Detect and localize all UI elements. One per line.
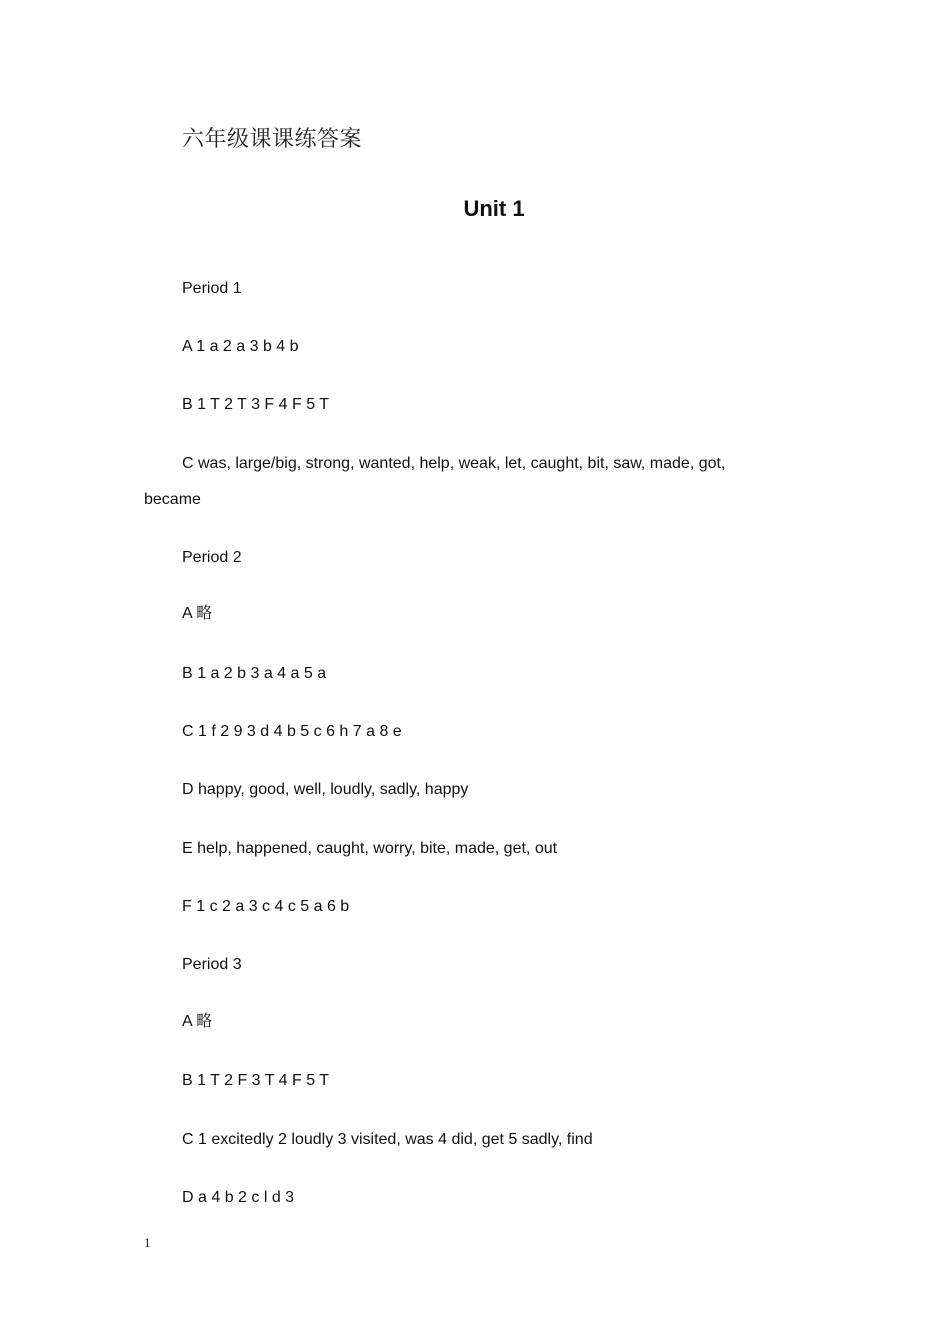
- answer-line: A 略: [182, 1013, 213, 1030]
- answer-line: B 1 T 2 T 3 F 4 F 5 T: [182, 396, 330, 413]
- answer-line: E help, happened, caught, worry, bite, made, get, out: [182, 840, 558, 857]
- answer-line: F 1 c 2 a 3 c 4 c 5 a 6 b: [182, 898, 350, 915]
- page-number: 1: [144, 1235, 151, 1250]
- document-title: 六年级课课练答案: [182, 127, 363, 152]
- answer-line: C 1 excitedly 2 loudly 3 visited, was 4 did, get 5 sadly, find: [182, 1131, 593, 1148]
- answer-line: D happy, good, well, loudly, sadly, happy: [182, 781, 469, 798]
- answer-line: A 1 a 2 a 3 b 4 b: [182, 338, 299, 355]
- period-heading: Period 1: [182, 280, 242, 297]
- unit-heading: Unit 1: [463, 196, 525, 221]
- period-heading: Period 2: [182, 549, 242, 566]
- answer-line: D a 4 b 2 c l d 3: [182, 1189, 295, 1206]
- answer-line: B 1 T 2 F 3 T 4 F 5 T: [182, 1072, 330, 1089]
- period-heading: Period 3: [182, 956, 242, 973]
- answer-line: C 1 f 2 9 3 d 4 b 5 c 6 h 7 a 8 e: [182, 723, 402, 740]
- answer-line: C was, large/big, strong, wanted, help, weak, let, caught, bit, saw, made, got,: [182, 455, 726, 472]
- answer-line-continuation: became: [144, 491, 201, 508]
- answer-line: B 1 a 2 b 3 a 4 a 5 a: [182, 665, 327, 682]
- answer-line: A 略: [182, 605, 213, 622]
